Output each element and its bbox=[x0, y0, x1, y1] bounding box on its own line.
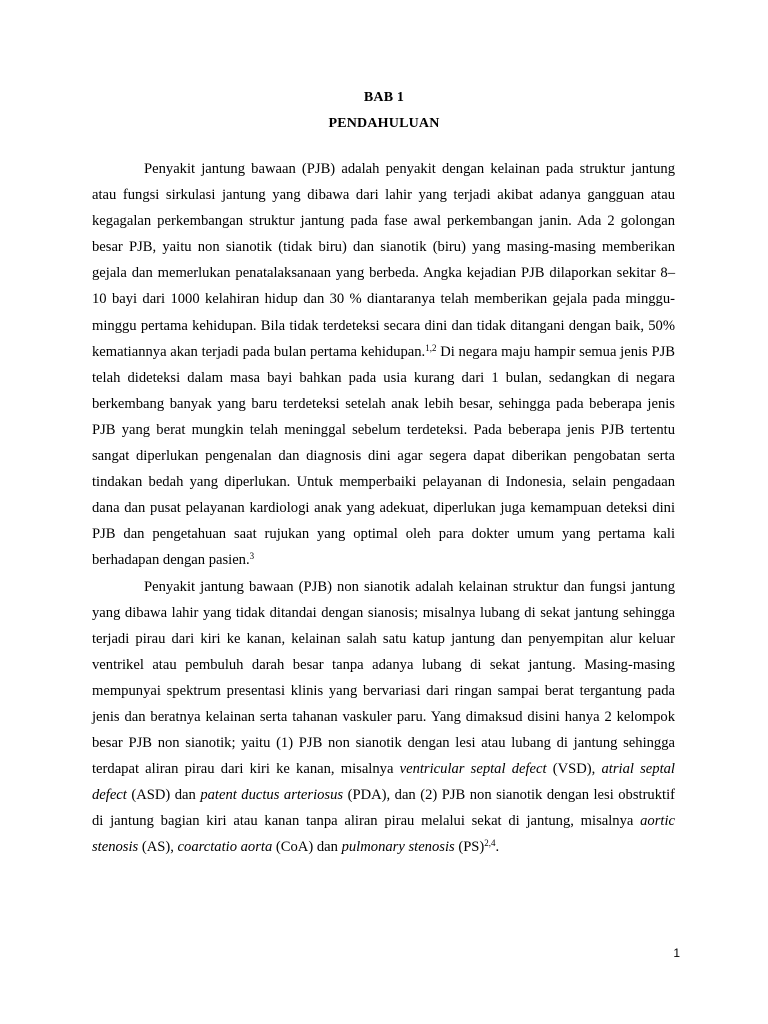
term-ps: pulmonary stenosis bbox=[341, 839, 455, 856]
paragraph-2-text: (VSD), bbox=[546, 761, 602, 778]
paragraph-2-text: Penyakit jantung bawaan (PJB) non sianotik adalah kelainan struktur dan fungsi jantung yang dibawa lahir yang tidak ditandai dengan sianosis; misalnya lubang di sekat jantung sehingga terjadi pirau dari kiri ke kanan, kelainan salah satu katup jantung dan penyempitan alur keluar ventrikel atau pembuluh darah besar tanpa adanya lubang di sekat jantung. Masing-masing mempunyai spektrum presentasi klinis yang bervariasi dari ringan sampai berat tergantung pada jenis dan beratnya kelainan serta tahanan vaskuler paru. Yang dimaksud disini hanya 2 kelompok besar PJB non sianotik; yaitu (1) PJB non sianotik dengan lesi atau lubang di jantung sehingga terdapat aliran pirau dari kiri ke kanan, misalnya bbox=[92, 578, 675, 778]
paragraph-2 bbox=[92, 574, 675, 861]
paragraph-2-text: (PDA), dan (2) PJB non sianotik dengan lesi obstruktif di jantung bagian kiri atau kanan tanpa aliran pirau melalui sekat di jantung, misalnya bbox=[92, 787, 675, 830]
term-as: aortic stenosis bbox=[92, 813, 675, 856]
chapter-heading: BAB 1 bbox=[363, 90, 405, 105]
paragraph-2-text: (CoA) dan bbox=[272, 839, 342, 856]
chapter-title: PENDAHULUAN bbox=[328, 116, 440, 131]
paragraph-2-text: (AS), bbox=[138, 839, 178, 856]
paragraph-2-text: (PS) bbox=[454, 839, 485, 856]
paragraph-2-text: (ASD) dan bbox=[126, 787, 201, 804]
paragraph-1-text-a: Penyakit jantung bawaan (PJB) adalah penyakit dengan kelainan pada struktur jantung atau fungsi sirkulasi jantung yang dibawa dari lahir yang terjadi akibat adanya gangguan atau kegagalan perkembangan struktur jantung pada fase awal perkembangan janin. Ada 2 golongan besar PJB, yaitu non sianotik (tidak biru) dan sianotik (biru) yang masing-masing memberikan gejala dan memerlukan penatalaksanaan yang berbeda. Angka kejadian PJB dilaporkan sekitar 8–10 bayi dari 1000 kelahiran hidup dan 30 % diantaranya telah memberikan gejala pada minggu-minggu pertama kehidupan. Bila tidak terdeteksi secara dini dan tidak ditangani dengan baik, 50% kematiannya akan terjadi pada bulan pertama kehidupan. bbox=[92, 161, 675, 360]
paragraph-2-text: . bbox=[495, 839, 500, 856]
citation-ref: 1,2 bbox=[425, 342, 437, 353]
term-vsd: ventricular septal defect bbox=[399, 761, 547, 778]
page-number: 1 bbox=[673, 946, 680, 960]
body-text bbox=[92, 156, 675, 861]
term-asd: atrial septal defect bbox=[92, 761, 675, 804]
paragraph-1 bbox=[92, 156, 675, 574]
term-coa: coarctatio aorta bbox=[177, 839, 273, 856]
paragraph-1-text-b: Di negara maju hampir semua jenis PJB telah dideteksi dalam masa bayi bahkan pada usia kurang dari 1 bulan, sedangkan di negara berkembang banyak yang baru terdeteksi setelah anak lebih besar, sehingga pada beberapa jenis PJB yang berat mungkin telah meninggal sebelum terdeteksi. Pada beberapa jenis PJB tertentu sangat diperlukan pengenalan dan diagnosis dini agar segera dapat diberikan pengobatan serta tindakan bedah yang diperlukan. Untuk memperbaiki pelayanan di Indonesia, selain pengadaan dana dan pusat pelayanan kardiologi anak yang adekuat, diperlukan juga kemampuan deteksi dini PJB dan pengetahuan saat rujukan yang optimal oleh para dokter umum yang pertama kali berhadapan dengan pasien. bbox=[92, 343, 675, 569]
term-pda: patent ductus arteriosus bbox=[200, 787, 344, 804]
citation-ref: 3 bbox=[249, 551, 255, 562]
citation-ref: 2,4 bbox=[484, 838, 496, 849]
